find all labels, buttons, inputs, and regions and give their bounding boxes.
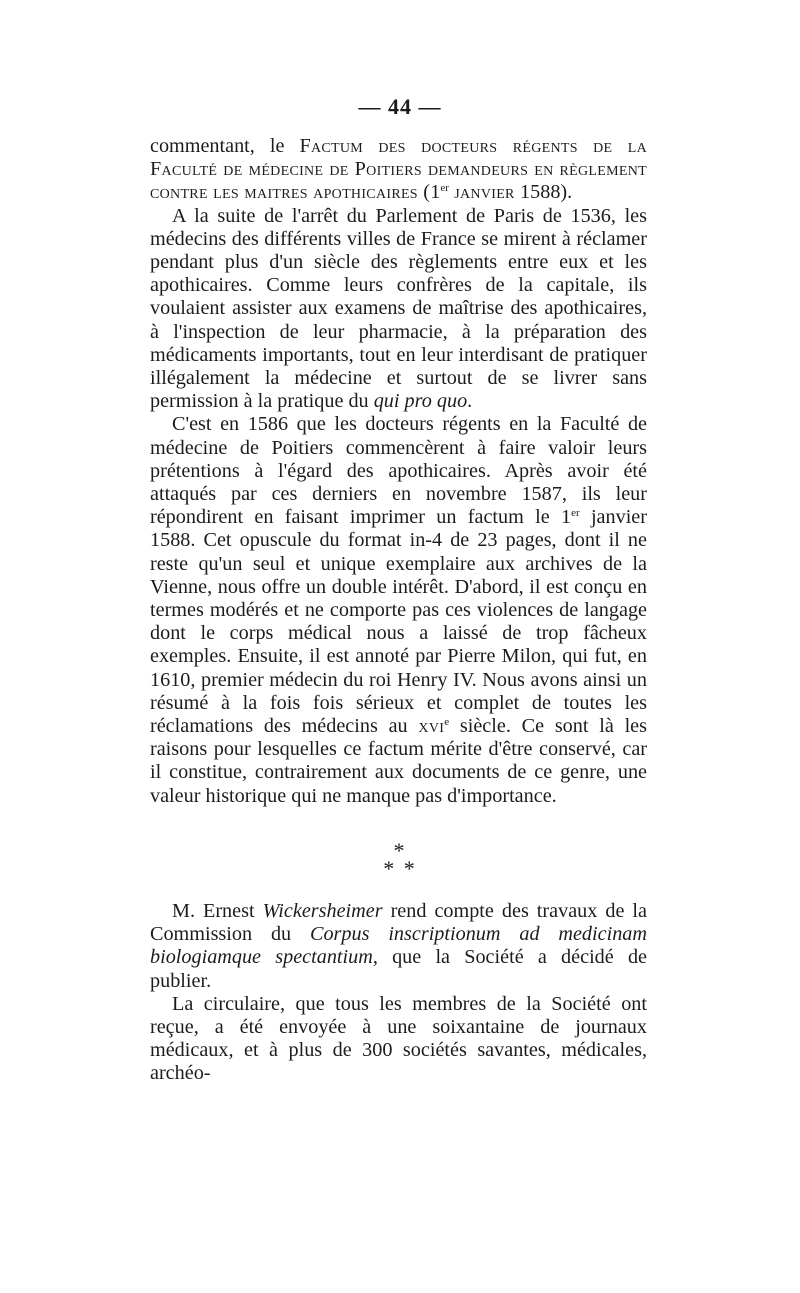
paragraph-2-text-a: C'est en 1586 que les docteurs régents en la Faculté de médecine de Poitiers commencèrent à faire valoir leurs prétentions à l'égard des apothicaires. Après avoir été attaqués par ces derniers en novembre 1587, ils leur répondirent en faisant imprimer un factum le 1 xyxy=(150,413,647,529)
paragraph-2-text-b: janvier 1588. Cet opuscule du format in-4 de 23 pages, dont il ne reste qu'un seul et unique exemplaire aux archives de la Vienne, nous offre un double intérêt. D'abord, il est conçu en termes modérés et ne comporte pas ces violences de langage dont le corps médical nous a laissé de trop fâcheux exemples. Ensuite, il est annoté par Pierre Milon, qui fut, en 1610, premier médecin du roi Henry IV. Nous avons ainsi un résumé à la fois fois sérieux et complet de toutes les réclamations des médecins au xyxy=(150,506,647,738)
paragraph-2-superscript: er xyxy=(571,507,580,520)
section-ornament xyxy=(0,838,800,881)
author-name: Wickersheimer xyxy=(262,900,383,922)
century-numeral: xvi xyxy=(418,715,445,738)
century-superscript: e xyxy=(444,716,450,729)
paragraph-3-text-a: M. Ernest xyxy=(172,900,263,922)
date-year: 1588 xyxy=(520,181,561,204)
date-close: ). xyxy=(560,181,573,204)
lower-text-block xyxy=(150,900,647,1086)
paragraph-parlement xyxy=(150,205,647,414)
heading-lead: commentant, le xyxy=(150,135,300,157)
paragraph-1-end: . xyxy=(467,390,473,413)
paragraph-3-text-b: rend compte des travaux de la Commission du xyxy=(150,900,647,946)
paragraph-1-italic: qui pro quo xyxy=(373,390,468,413)
date-ordinal: 1 xyxy=(430,181,441,204)
factum-title: Factum des docteurs régents de la Faculté de médecine de Poitiers demandeurs en règlement contre les maitres apothicaires ( xyxy=(150,135,647,204)
heading-paragraph xyxy=(150,135,647,205)
paragraph-poitiers xyxy=(150,413,647,807)
paragraph-wickersheimer xyxy=(150,900,647,993)
ornament-top: * xyxy=(393,838,407,863)
paragraph-1-text: A la suite de l'arrêt du Parlement de Paris de 1536, les médecins des différents villes de France se mirent à réclamer pendant plus d'un siècle des règlements entre eux et les apothicaires. Comme leurs confrères de la capitale, ils voulaient assister aux examens de maîtrise des apothicaires, à l'inspection de leur pharmacie, à la préparation des médicaments importants, tout en leur interdisant de pratiquer illégalement la médecine et surtout de se livrer sans permission à la pratique du xyxy=(150,204,647,413)
date-month: janvier xyxy=(448,181,521,204)
corpus-title: Corpus inscriptionum ad medicinam biologiamque spectantium xyxy=(150,923,647,969)
page-number: — 44 — xyxy=(358,94,442,119)
paragraph-circulaire: La circulaire, que tous les membres de la Société ont reçue, a été envoyée à une soixantaine de journaux médicaux, et à plus de 300 sociétés savantes, médicales, archéo- xyxy=(150,992,647,1085)
paragraph-3-text-c: , que la Société a décidé de publier. xyxy=(150,946,648,992)
date-superscript: er xyxy=(440,182,449,195)
upper-text-block xyxy=(150,135,647,808)
paragraph-2-text-c: siècle. Ce sont là les raisons pour lesquelles ce factum mérite d'être conservé, car il constitue, contrairement aux documents de ce genre, une valeur historique qui ne manque pas d'importance. xyxy=(150,715,647,807)
ornament-bottom: * * xyxy=(383,856,417,881)
